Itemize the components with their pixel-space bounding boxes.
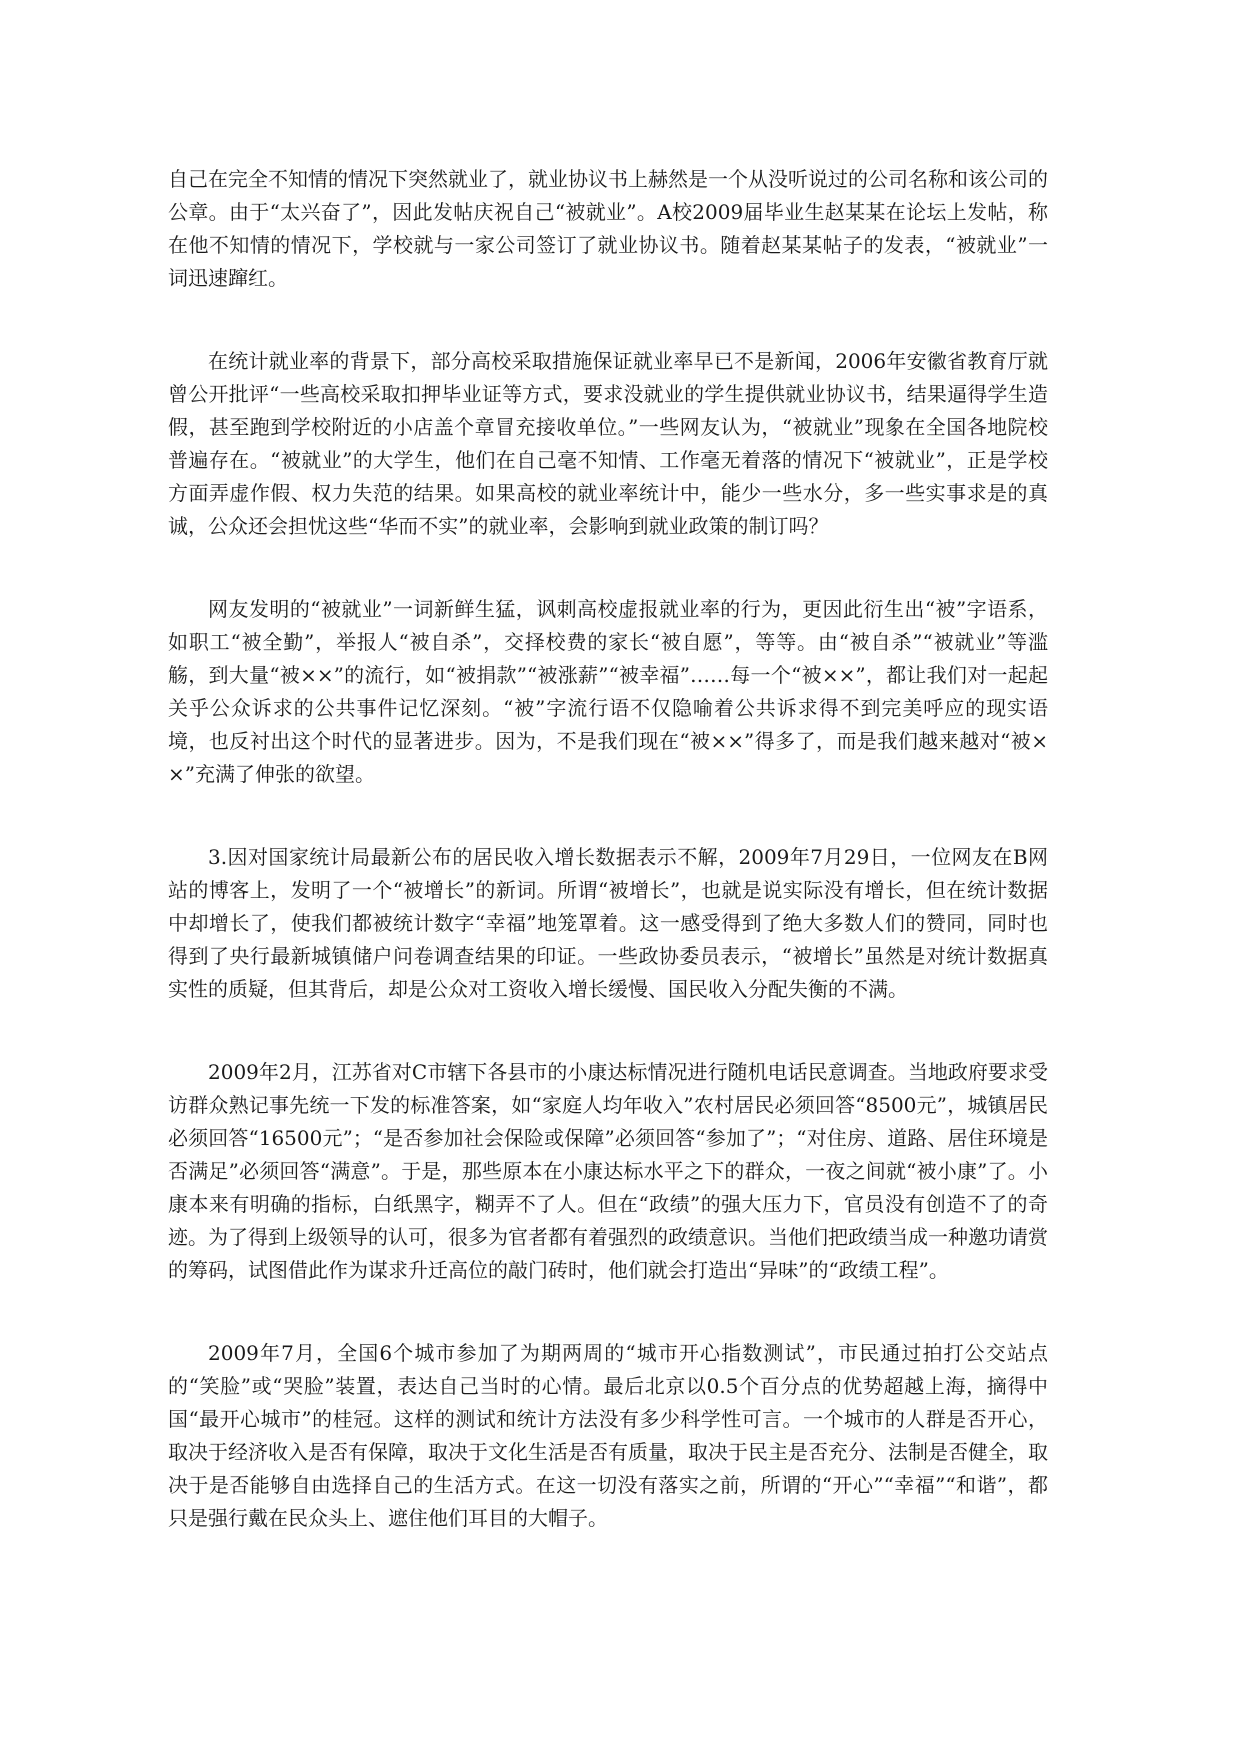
paragraph-1: 自己在完全不知情的情况下突然就业了，就业协议书上赫然是一个从没听说过的公司名称和该公司的公章。由于“太兴奋了”，因此发帖庆祝自己“被就业”。A校2009届毕业生赵某某在论坛上发帖，称在他不知情的情况下，学校就与一家公司签订了就业协议书。随着赵某某帖子的发表，“被就业”一词迅速蹿红。 xyxy=(168,167,1048,290)
document-body xyxy=(168,163,1048,1585)
paragraph-4: 3.因对国家统计局最新公布的居民收入增长数据表示不解，2009年7月29日，一位网友在B网站的博客上，发明了一个“被增长”的新词。所谓“被增长”，也就是说实际没有增长，但在统计数据中却增长了，使我们都被统计数字“幸福”地笼罩着。这一感受得到了绝大多数人们的赞同，同时也得到了央行最新城镇储户问卷调查结果的印证。一些政协委员表示，“被增长”虽然是对统计数据真实性的质疑，但其背后，却是公众对工资收入增长缓慢、国民收入分配失衡的不满。 xyxy=(168,845,1048,1001)
paragraph-2: 在统计就业率的背景下，部分高校采取措施保证就业率早已不是新闻，2006年安徽省教育厅就曾公开批评“一些高校采取扣押毕业证等方式，要求没就业的学生提供就业协议书，结果逼得学生造假，甚至跑到学校附近的小店盖个章冒充接收单位。”一些网友认为，“被就业”现象在全国各地院校普遍存在。“被就业”的大学生，他们在自己毫不知情、工作毫无着落的情况下“被就业”，正是学校方面弄虚作假、权力失范的结果。如果高校的就业率统计中，能少一些水分，多一些实事求是的真诚，公众还会担忧这些“华而不实”的就业率，会影响到就业政策的制订吗？ xyxy=(168,349,1048,538)
paragraph-3: 网友发明的“被就业”一词新鲜生猛，讽刺高校虚报就业率的行为，更因此衍生出“被”字语系，如职工“被全勤”，举报人“被自杀”，交择校费的家长“被自愿”，等等。由“被自杀”“被就业”等滥觞，到大量“被××”的流行，如“被捐款”“被涨薪”“被幸福”……每一个“被××”，都让我们对一起起关乎公众诉求的公共事件记忆深刻。“被”字流行语不仅隐喻着公共诉求得不到完美呼应的现实语境，也反衬出这个时代的显著进步。因为，不是我们现在“被××”得多了，而是我们越来越对“被××”充满了伸张的欲望。 xyxy=(168,597,1048,786)
paragraph-6: 2009年7月，全国6个城市参加了为期两周的“城市开心指数测试”，市民通过拍打公交站点的“笑脸”或“哭脸”装置，表达自己当时的心情。最后北京以0.5个百分点的优势超越上海，摘得中国“最开心城市”的桂冠。这样的测试和统计方法没有多少科学性可言。一个城市的人群是否开心，取决于经济收入是否有保障，取决于文化生活是否有质量，取决于民主是否充分、法制是否健全，取决于是否能够自由选择自己的生活方式。在这一切没有落实之前，所谓的“开心”“幸福”“和谐”，都只是强行戴在民众头上、遮住他们耳目的大帽子。 xyxy=(168,1341,1048,1530)
paragraph-5: 2009年2月，江苏省对C市辖下各县市的小康达标情况进行随机电话民意调查。当地政府要求受访群众熟记事先统一下发的标准答案，如“家庭人均年收入”农村居民必须回答“8500元”，城镇居民必须回答“16500元”；“是否参加社会保险或保障”必须回答“参加了”；“对住房、道路、居住环境是否满足”必须回答“满意”。于是，那些原本在小康达标水平之下的群众，一夜之间就“被小康”了。小康本来有明确的指标，白纸黑字，糊弄不了人。但在“政绩”的强大压力下，官员没有创造不了的奇迹。为了得到上级领导的认可，很多为官者都有着强烈的政绩意识。当他们把政绩当成一种邀功请赏的筹码，试图借此作为谋求升迁高位的敲门砖时，他们就会打造出“异味”的“政绩工程”。 xyxy=(168,1060,1048,1282)
